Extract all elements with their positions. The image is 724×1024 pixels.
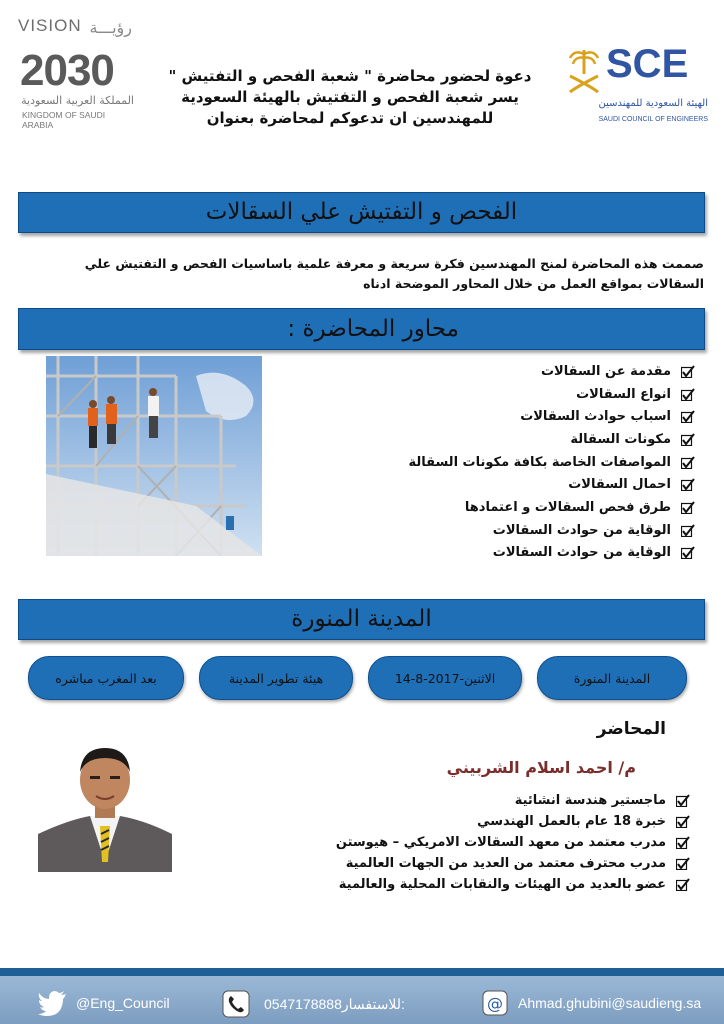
vision-word: VISION <box>18 16 82 35</box>
checkbox-check-icon <box>681 433 695 446</box>
list-item <box>340 542 695 565</box>
palm-swords-icon <box>566 46 602 96</box>
list-item <box>300 811 690 832</box>
list-item <box>340 360 695 383</box>
pill-time <box>28 656 184 700</box>
intro-line-1: صممت هذه المحاضرة لمنح المهندسين فكرة سريعة و معرفة علمية باساسيات الفحص و التفتيش علي <box>84 256 704 271</box>
scaffolding-photo <box>46 356 262 556</box>
checkbox-check-icon <box>681 410 695 423</box>
pill-date-label: الاثنين-2017-8-14 <box>394 670 496 686</box>
topic-label: طرق فحص السقالات و اعتمادها <box>464 499 671 515</box>
city-banner <box>18 599 705 640</box>
pill-venue <box>199 656 353 700</box>
checkbox-check-icon <box>681 501 695 514</box>
topic-label: المواصفات الخاصة بكافة مكونات السقالة <box>408 454 671 470</box>
lecturer-name: م/ احمد اسلام الشربيني <box>446 758 636 777</box>
list-item <box>340 496 695 519</box>
pill-city <box>537 656 687 700</box>
vision-kingdom-ar: المملكة العربية السعودية <box>21 94 134 107</box>
list-item <box>340 383 695 406</box>
city-banner-label: المدينة المنورة <box>291 606 432 632</box>
checkbox-check-icon <box>676 836 690 849</box>
checkbox-check-icon <box>676 878 690 891</box>
topic-label: احمال السقالات <box>568 477 671 493</box>
topics-list <box>340 360 695 564</box>
vision-arabic: رؤيـــة <box>89 18 132 37</box>
intro-line-2: السقالات بمواقع العمل من خلال المحاور الموضحة ادناه <box>363 276 704 291</box>
list-item <box>340 405 695 428</box>
phone-number: 0547178888للاستفسار: <box>264 995 405 1012</box>
twitter-icon <box>38 990 68 1016</box>
checkbox-check-icon <box>676 815 690 828</box>
invitation-line-2: يسر شعبة الفحص و التفتيش بالهيئة السعودية <box>181 88 519 106</box>
lecture-title-banner <box>18 192 705 233</box>
credential-label: عضو بالعديد من الهيئات والنقابات المحلية والعالمية <box>338 877 666 892</box>
pill-date <box>368 656 522 700</box>
topic-label: الوقاية من حوادث السقالات <box>492 545 671 561</box>
svg-text:@: @ <box>487 994 503 1013</box>
list-item <box>340 473 695 496</box>
sce-name-ar: الهيئة السعودية للمهندسين <box>598 98 708 109</box>
phone-icon <box>222 990 250 1018</box>
checkbox-check-icon <box>681 524 695 537</box>
vision-kingdom-en: KINGDOM OF SAUDI ARABIA <box>22 110 106 130</box>
checkbox-check-icon <box>681 388 695 401</box>
credential-label: مدرب معتمد من معهد السقالات الامريكي – هيوستن <box>335 835 666 850</box>
vision-2030-logo <box>18 16 136 130</box>
topic-label: مقدمة عن السقالات <box>540 363 671 379</box>
email-icon <box>482 990 508 1016</box>
topic-label: الوقاية من حوادث السقالات <box>492 522 671 538</box>
list-item <box>340 428 695 451</box>
twitter-contact[interactable] <box>38 990 170 1016</box>
vision-year: 2030 <box>20 46 114 95</box>
credential-label: ماجستير هندسة انشائية <box>514 793 666 808</box>
pill-city-label: المدينة المنورة <box>573 670 651 686</box>
topic-label: انواع السقالات <box>576 386 671 402</box>
topic-label: اسباب حوادث السقالات <box>520 409 671 425</box>
invitation-line-1: دعوة لحضور محاضرة " شعبة الفحص و التفتيش " <box>168 67 532 85</box>
checkbox-check-icon <box>681 365 695 378</box>
lecturer-heading: المحاضر <box>596 719 666 739</box>
pill-venue-label: هيئة تطوير المدينة <box>228 670 324 686</box>
checkbox-check-icon <box>681 456 695 469</box>
list-item <box>300 853 690 874</box>
checkbox-check-icon <box>676 794 690 807</box>
twitter-handle: @Eng_Council <box>76 995 170 1011</box>
list-item <box>340 451 695 474</box>
checkbox-check-icon <box>676 857 690 870</box>
invitation-text <box>150 66 550 129</box>
list-item <box>340 519 695 542</box>
topic-label: مكونات السقالة <box>570 431 671 447</box>
list-item <box>300 790 690 811</box>
intro-paragraph <box>22 254 704 294</box>
pill-time-label: بعد المغرب مباشره <box>55 670 157 686</box>
credentials-list <box>300 790 690 895</box>
lecture-title: الفحص و التفتيش علي السقالات <box>205 199 518 225</box>
email-contact[interactable] <box>482 990 701 1016</box>
sce-letters: SCE <box>606 42 689 86</box>
credential-label: خبرة 18 عام بالعمل الهندسي <box>477 814 666 829</box>
lecturer-photo <box>38 742 172 872</box>
contact-footer <box>0 968 724 1024</box>
topics-heading-banner <box>18 308 705 350</box>
list-item <box>300 832 690 853</box>
topics-heading: محاور المحاضرة : <box>287 316 459 342</box>
list-item <box>300 874 690 895</box>
invitation-line-3: للمهندسين ان تدعوكم لمحاضرة بعنوان <box>206 109 494 127</box>
phone-contact[interactable] <box>222 990 405 1018</box>
credential-label: مدرب محترف معتمد من العديد من الجهات العالمية <box>345 856 666 871</box>
sce-logo <box>562 40 712 130</box>
checkbox-check-icon <box>681 546 695 559</box>
sce-name-en: SAUDI COUNCIL OF ENGINEERS <box>598 116 708 123</box>
email-address: Ahmad.ghubini@saudieng.sa <box>518 995 702 1011</box>
checkbox-check-icon <box>681 478 695 491</box>
